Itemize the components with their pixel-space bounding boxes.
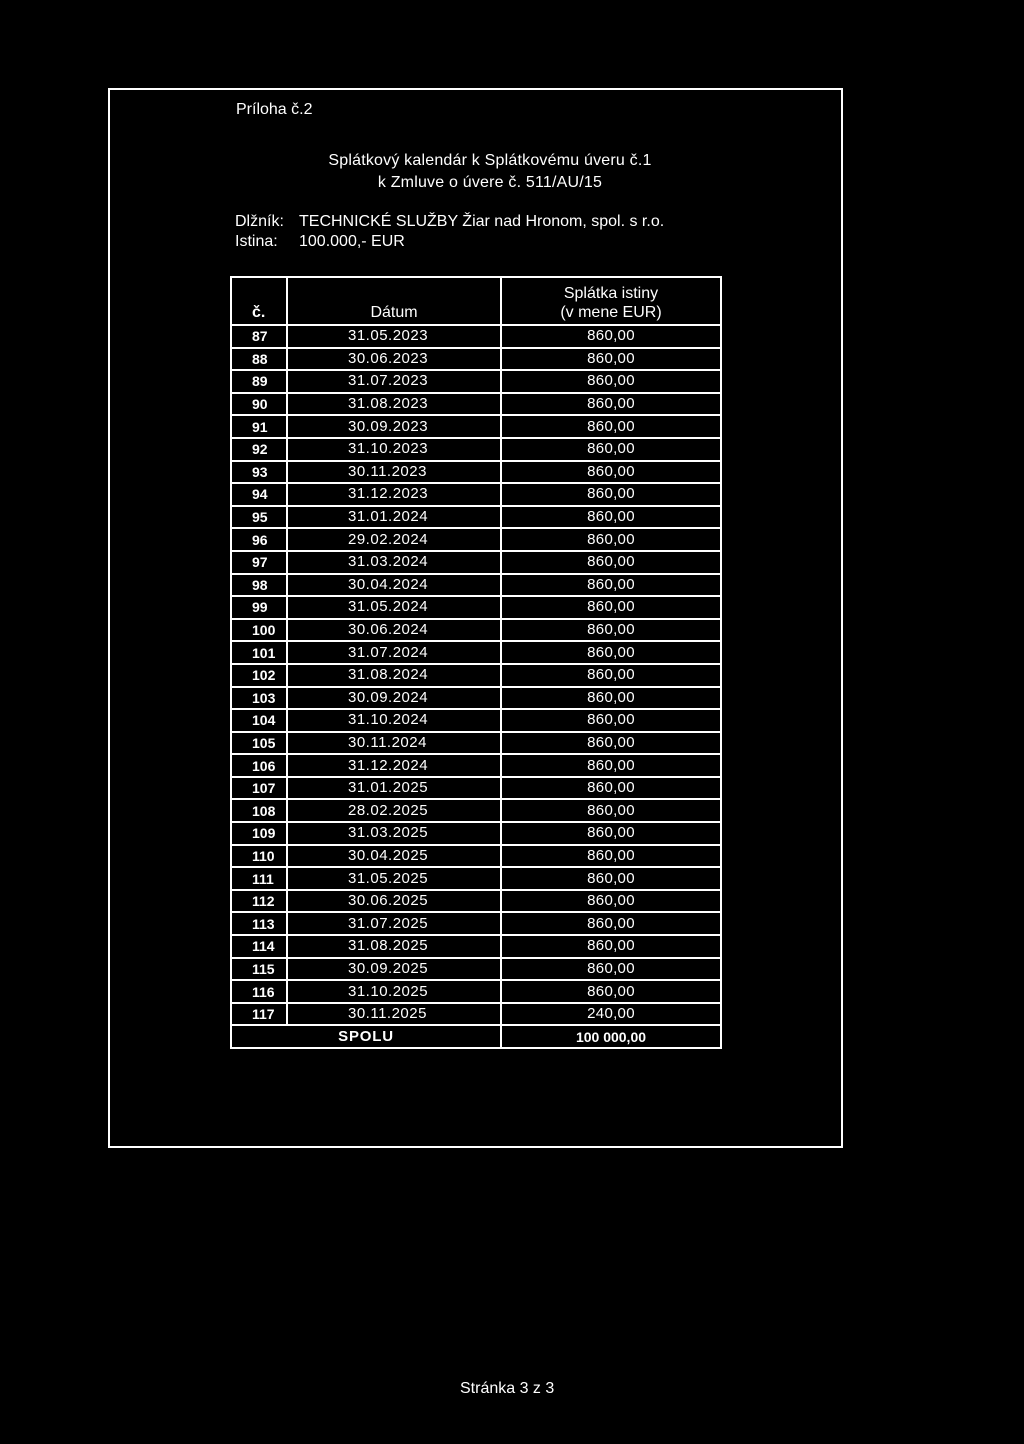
row-amount: 860,00 <box>501 574 721 597</box>
row-number: 101 <box>231 641 287 664</box>
table-row <box>231 777 721 800</box>
row-date: 29.02.2024 <box>287 528 501 551</box>
row-amount: 240,00 <box>501 1003 721 1026</box>
table-total-row <box>231 1025 721 1048</box>
row-number: 113 <box>231 912 287 935</box>
table-row <box>231 596 721 619</box>
row-number: 108 <box>231 799 287 822</box>
row-amount: 860,00 <box>501 845 721 868</box>
row-amount: 860,00 <box>501 551 721 574</box>
table-row <box>231 867 721 890</box>
row-amount: 860,00 <box>501 596 721 619</box>
table-row <box>231 438 721 461</box>
row-date: 30.06.2025 <box>287 890 501 913</box>
table-row <box>231 506 721 529</box>
row-number: 88 <box>231 348 287 371</box>
repayment-table <box>230 276 722 1049</box>
table-row <box>231 461 721 484</box>
row-date: 30.11.2023 <box>287 461 501 484</box>
debtor-label: Dlžník: <box>235 213 284 230</box>
table-row <box>231 415 721 438</box>
row-date: 31.03.2025 <box>287 822 501 845</box>
row-date: 31.12.2024 <box>287 754 501 777</box>
row-date: 30.11.2024 <box>287 732 501 755</box>
row-date: 30.09.2023 <box>287 415 501 438</box>
row-number: 87 <box>231 325 287 348</box>
table-row <box>231 574 721 597</box>
row-number: 103 <box>231 687 287 710</box>
row-date: 31.08.2025 <box>287 935 501 958</box>
debtor-value: TECHNICKÉ SLUŽBY Žiar nad Hronom, spol. s r.o. <box>299 213 665 230</box>
row-date: 31.12.2023 <box>287 483 501 506</box>
table-row <box>231 799 721 822</box>
header-amount-line1: Splátka istiny <box>563 285 659 302</box>
row-amount: 860,00 <box>501 687 721 710</box>
row-date: 31.07.2023 <box>287 370 501 393</box>
row-number: 110 <box>231 845 287 868</box>
row-amount: 860,00 <box>501 483 721 506</box>
principal-label: Istina: <box>235 233 278 250</box>
total-value: 100 000,00 <box>501 1025 721 1048</box>
total-label: SPOLU <box>231 1025 501 1048</box>
table-row <box>231 732 721 755</box>
table-row <box>231 619 721 642</box>
row-date: 30.06.2023 <box>287 348 501 371</box>
table-row <box>231 890 721 913</box>
debtor-line <box>235 213 664 231</box>
row-date: 31.07.2025 <box>287 912 501 935</box>
row-number: 95 <box>231 506 287 529</box>
row-date: 31.10.2023 <box>287 438 501 461</box>
row-date: 30.06.2024 <box>287 619 501 642</box>
table-row <box>231 980 721 1003</box>
table-row <box>231 687 721 710</box>
row-number: 104 <box>231 709 287 732</box>
row-amount: 860,00 <box>501 709 721 732</box>
principal-line <box>235 233 405 251</box>
row-amount: 860,00 <box>501 619 721 642</box>
row-number: 94 <box>231 483 287 506</box>
table-row <box>231 709 721 732</box>
row-number: 96 <box>231 528 287 551</box>
row-number: 111 <box>231 867 287 890</box>
row-date: 30.11.2025 <box>287 1003 501 1026</box>
table-row <box>231 641 721 664</box>
row-number: 91 <box>231 415 287 438</box>
row-amount: 860,00 <box>501 393 721 416</box>
table-row <box>231 528 721 551</box>
row-number: 112 <box>231 890 287 913</box>
row-date: 31.01.2024 <box>287 506 501 529</box>
table-body <box>231 325 721 1025</box>
row-date: 30.04.2024 <box>287 574 501 597</box>
header-amount-line2: (v mene EUR) <box>560 304 662 321</box>
row-number: 106 <box>231 754 287 777</box>
table-row <box>231 822 721 845</box>
row-amount: 860,00 <box>501 461 721 484</box>
row-number: 100 <box>231 619 287 642</box>
row-date: 30.09.2025 <box>287 958 501 981</box>
row-number: 116 <box>231 980 287 1003</box>
table-row <box>231 935 721 958</box>
table-row <box>231 483 721 506</box>
row-amount: 860,00 <box>501 912 721 935</box>
repayment-table-wrapper <box>230 276 720 1049</box>
row-amount: 860,00 <box>501 732 721 755</box>
row-number: 98 <box>231 574 287 597</box>
row-amount: 860,00 <box>501 777 721 800</box>
row-date: 31.03.2024 <box>287 551 501 574</box>
row-date: 31.08.2024 <box>287 664 501 687</box>
row-date: 31.05.2024 <box>287 596 501 619</box>
table-row <box>231 845 721 868</box>
row-date: 30.09.2024 <box>287 687 501 710</box>
row-amount: 860,00 <box>501 664 721 687</box>
schedule-title: Splátkový kalendár k Splátkovému úveru č.1 <box>328 152 652 169</box>
row-date: 28.02.2025 <box>287 799 501 822</box>
row-amount: 860,00 <box>501 415 721 438</box>
row-date: 31.08.2023 <box>287 393 501 416</box>
row-amount: 860,00 <box>501 348 721 371</box>
row-amount: 860,00 <box>501 506 721 529</box>
table-row <box>231 393 721 416</box>
table-row <box>231 1003 721 1026</box>
row-number: 102 <box>231 664 287 687</box>
table-row <box>231 551 721 574</box>
row-number: 117 <box>231 1003 287 1026</box>
row-date: 31.07.2024 <box>287 641 501 664</box>
row-number: 115 <box>231 958 287 981</box>
header-number: č. <box>231 277 287 325</box>
table-row <box>231 370 721 393</box>
row-date: 31.05.2023 <box>287 325 501 348</box>
row-number: 107 <box>231 777 287 800</box>
table-row <box>231 958 721 981</box>
row-date: 30.04.2025 <box>287 845 501 868</box>
table-row <box>231 912 721 935</box>
row-amount: 860,00 <box>501 799 721 822</box>
row-amount: 860,00 <box>501 890 721 913</box>
table-row <box>231 754 721 777</box>
row-date: 31.10.2025 <box>287 980 501 1003</box>
table-row <box>231 348 721 371</box>
row-amount: 860,00 <box>501 641 721 664</box>
table-row <box>231 325 721 348</box>
row-amount: 860,00 <box>501 980 721 1003</box>
row-number: 99 <box>231 596 287 619</box>
row-date: 31.05.2025 <box>287 867 501 890</box>
row-number: 105 <box>231 732 287 755</box>
row-date: 31.10.2024 <box>287 709 501 732</box>
row-amount: 860,00 <box>501 867 721 890</box>
row-number: 97 <box>231 551 287 574</box>
row-amount: 860,00 <box>501 370 721 393</box>
principal-value: 100.000,- EUR <box>299 233 405 250</box>
row-number: 89 <box>231 370 287 393</box>
header-date: Dátum <box>287 277 501 325</box>
row-amount: 860,00 <box>501 325 721 348</box>
row-number: 92 <box>231 438 287 461</box>
table-row <box>231 664 721 687</box>
page-number: Stránka 3 z 3 <box>460 1380 555 1397</box>
row-number: 109 <box>231 822 287 845</box>
row-amount: 860,00 <box>501 935 721 958</box>
row-date: 31.01.2025 <box>287 777 501 800</box>
row-number: 114 <box>231 935 287 958</box>
row-amount: 860,00 <box>501 822 721 845</box>
contract-reference: k Zmluve o úvere č. 511/AU/15 <box>377 174 603 191</box>
table-header-row <box>231 277 721 325</box>
header-amount <box>501 277 721 325</box>
row-amount: 860,00 <box>501 754 721 777</box>
row-number: 93 <box>231 461 287 484</box>
row-amount: 860,00 <box>501 958 721 981</box>
row-number: 90 <box>231 393 287 416</box>
row-amount: 860,00 <box>501 438 721 461</box>
annex-label: Príloha č.2 <box>236 101 313 118</box>
row-amount: 860,00 <box>501 528 721 551</box>
